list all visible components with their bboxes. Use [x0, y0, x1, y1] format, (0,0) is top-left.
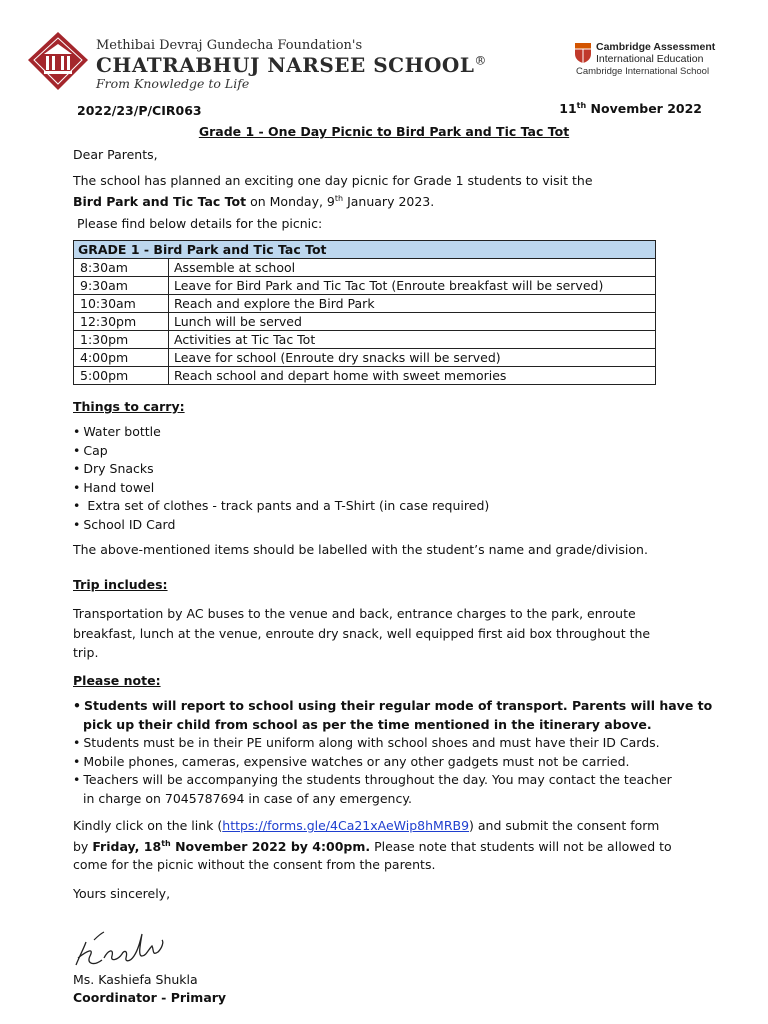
table-row: [74, 349, 656, 367]
consent-form-link[interactable]: https://forms.gle/4Ca21xAeWip8hMRB9: [222, 818, 470, 833]
labelling-note: The above-mentioned items should be labelled with the student’s name and grade/division.: [73, 542, 648, 557]
table-row: [74, 259, 656, 277]
table-row: [74, 367, 656, 385]
time-cell: 10:30am: [74, 295, 169, 313]
time-cell: 8:30am: [74, 259, 169, 277]
trip-includes-paragraph: Transportation by AC buses to the venue and back, entrance charges to the park, enroute breakfast, lunch at the venue, enroute dry snack, well equipped first aid box throughout the trip.: [73, 606, 651, 660]
cambridge-school-label: Cambridge International School: [576, 66, 710, 77]
salutation: Dear Parents,: [73, 147, 158, 162]
closing: Yours sincerely,: [73, 886, 171, 901]
list-item: • Hand towel: [73, 479, 489, 498]
signatory-name: Ms. Kashiefa Shukla: [73, 972, 198, 987]
activity-cell: Activities at Tic Tac Tot: [169, 331, 656, 349]
foundation-name: Methibai Devraj Gundecha Foundation's: [96, 38, 363, 53]
things-to-carry-heading: Things to carry:: [73, 399, 185, 414]
time-cell: 9:30am: [74, 277, 169, 295]
trip-includes-heading: Trip includes:: [73, 577, 168, 592]
table-row: [74, 331, 656, 349]
notes-list: [73, 697, 712, 809]
list-item: • Students must be in their PE uniform along with school shoes and must have their ID Cards.: [73, 734, 712, 753]
list-item: • Extra set of clothes - track pants and a T-Shirt (in case required): [73, 497, 489, 516]
consent-paragraph: Kindly click on the link (https://forms.gle/4Ca21xAeWip8hMRB9) and submit the consent form by Friday, 18th November 2022 by 4:00pm. Please note that students will not be allowed to come for the picnic without the consent from the parents.: [73, 818, 672, 873]
carry-list: [73, 423, 489, 535]
school-logo-icon: [26, 30, 90, 92]
time-cell: 5:00pm: [74, 367, 169, 385]
list-item: • Dry Snacks: [73, 460, 489, 479]
activity-cell: Leave for school (Enroute dry snacks will be served): [169, 349, 656, 367]
time-cell: 4:00pm: [74, 349, 169, 367]
table-row: [74, 277, 656, 295]
time-cell: 12:30pm: [74, 313, 169, 331]
time-cell: 1:30pm: [74, 331, 169, 349]
intro-paragraph: The school has planned an exciting one day picnic for Grade 1 students to visit the Bird Park and Tic Tac Tot on Monday, 9th January 2023.: [73, 173, 593, 210]
activity-cell: Lunch will be served: [169, 313, 656, 331]
list-item: • School ID Card: [73, 516, 489, 535]
cambridge-shield-icon: [574, 42, 592, 64]
list-item: • Cap: [73, 442, 489, 461]
school-name: CHATRABHUJ NARSEE SCHOOL®: [96, 53, 487, 77]
subject-heading: Grade 1 - One Day Picnic to Bird Park and Tic Tac Tot: [198, 124, 570, 139]
table-row: [74, 313, 656, 331]
signature-image: [68, 920, 168, 978]
activity-cell: Reach school and depart home with sweet memories: [169, 367, 656, 385]
table-row: [74, 295, 656, 313]
cambridge-name: Cambridge Assessment International Education: [596, 41, 716, 65]
list-item: • Water bottle: [73, 423, 489, 442]
details-intro: Please find below details for the picnic:: [77, 216, 323, 231]
activity-cell: Assemble at school: [169, 259, 656, 277]
please-note-heading: Please note:: [73, 673, 161, 688]
signatory-title: Coordinator - Primary: [73, 990, 227, 1005]
list-item: • Students will report to school using their regular mode of transport. Parents will have to pick up their child from school as per the time mentioned in the itinerary above.: [73, 697, 712, 734]
list-item: • Mobile phones, cameras, expensive watches or any other gadgets must not be carried.: [73, 753, 712, 772]
schedule-header: GRADE 1 - Bird Park and Tic Tac Tot: [74, 241, 656, 259]
circular-date: 11th November 2022: [559, 101, 702, 117]
reference-number: 2022/23/P/CIR063: [77, 103, 202, 118]
activity-cell: Leave for Bird Park and Tic Tac Tot (Enroute breakfast will be served): [169, 277, 656, 295]
schedule-table: [73, 240, 656, 385]
activity-cell: Reach and explore the Bird Park: [169, 295, 656, 313]
list-item: • Teachers will be accompanying the students throughout the day. You may contact the teacher in charge on 7045787694 in case of any emergency.: [73, 771, 712, 808]
school-tagline: From Knowledge to Life: [96, 76, 250, 91]
